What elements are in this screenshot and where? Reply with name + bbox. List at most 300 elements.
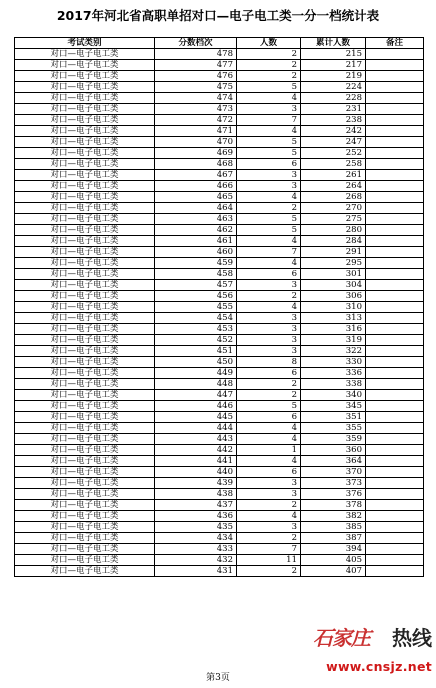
- cell-cumulative: 231: [301, 104, 366, 115]
- table-row: [15, 148, 424, 159]
- cell-remark: [366, 236, 424, 247]
- table-row: [15, 379, 424, 390]
- col-header-remark: 备注: [366, 38, 424, 49]
- table-row: [15, 566, 424, 577]
- cell-count: 5: [237, 214, 301, 225]
- cell-remark: [366, 203, 424, 214]
- cell-score: 476: [155, 71, 237, 82]
- cell-remark: [366, 423, 424, 434]
- cell-category: 对口—电子电工类: [15, 500, 155, 511]
- cell-score: 448: [155, 379, 237, 390]
- cell-cumulative: 345: [301, 401, 366, 412]
- cell-cumulative: 351: [301, 412, 366, 423]
- cell-cumulative: 322: [301, 346, 366, 357]
- cell-category: 对口—电子电工类: [15, 412, 155, 423]
- cell-remark: [366, 137, 424, 148]
- cell-score: 451: [155, 346, 237, 357]
- cell-count: 4: [237, 192, 301, 203]
- cell-cumulative: 355: [301, 423, 366, 434]
- table-row: [15, 511, 424, 522]
- cell-cumulative: 340: [301, 390, 366, 401]
- cell-category: 对口—电子电工类: [15, 368, 155, 379]
- score-table: [14, 37, 424, 577]
- cell-cumulative: 284: [301, 236, 366, 247]
- cell-cumulative: 405: [301, 555, 366, 566]
- table-row: [15, 137, 424, 148]
- cell-category: 对口—电子电工类: [15, 258, 155, 269]
- cell-category: 对口—电子电工类: [15, 467, 155, 478]
- cell-cumulative: 338: [301, 379, 366, 390]
- cell-count: 3: [237, 280, 301, 291]
- cell-cumulative: 319: [301, 335, 366, 346]
- cell-count: 2: [237, 49, 301, 60]
- cell-remark: [366, 280, 424, 291]
- cell-category: 对口—电子电工类: [15, 137, 155, 148]
- cell-category: 对口—电子电工类: [15, 445, 155, 456]
- cell-score: 457: [155, 280, 237, 291]
- cell-category: 对口—电子电工类: [15, 291, 155, 302]
- cell-remark: [366, 181, 424, 192]
- cell-count: 4: [237, 302, 301, 313]
- cell-cumulative: 310: [301, 302, 366, 313]
- cell-score: 453: [155, 324, 237, 335]
- cell-category: 对口—电子电工类: [15, 357, 155, 368]
- cell-count: 5: [237, 137, 301, 148]
- cell-category: 对口—电子电工类: [15, 390, 155, 401]
- cell-category: 对口—电子电工类: [15, 434, 155, 445]
- cell-remark: [366, 104, 424, 115]
- table-row: [15, 555, 424, 566]
- cell-count: 1: [237, 445, 301, 456]
- cell-cumulative: 242: [301, 126, 366, 137]
- cell-remark: [366, 379, 424, 390]
- cell-score: 459: [155, 258, 237, 269]
- cell-cumulative: 373: [301, 478, 366, 489]
- cell-score: 436: [155, 511, 237, 522]
- col-header-count: 人数: [237, 38, 301, 49]
- table-row: [15, 346, 424, 357]
- col-header-category: 考试类别: [15, 38, 155, 49]
- cell-remark: [366, 71, 424, 82]
- table-row: [15, 368, 424, 379]
- cell-category: 对口—电子电工类: [15, 544, 155, 555]
- table-header-row: [15, 38, 424, 49]
- cell-score: 452: [155, 335, 237, 346]
- cell-score: 472: [155, 115, 237, 126]
- cell-score: 461: [155, 236, 237, 247]
- cell-score: 464: [155, 203, 237, 214]
- cell-score: 470: [155, 137, 237, 148]
- cell-score: 440: [155, 467, 237, 478]
- cell-remark: [366, 170, 424, 181]
- cell-score: 474: [155, 93, 237, 104]
- cell-remark: [366, 357, 424, 368]
- cell-count: 3: [237, 170, 301, 181]
- cell-category: 对口—电子电工类: [15, 379, 155, 390]
- cell-remark: [366, 500, 424, 511]
- cell-count: 4: [237, 93, 301, 104]
- cell-count: 3: [237, 346, 301, 357]
- cell-cumulative: 359: [301, 434, 366, 445]
- cell-count: 4: [237, 456, 301, 467]
- cell-remark: [366, 313, 424, 324]
- cell-count: 6: [237, 269, 301, 280]
- cell-score: 434: [155, 533, 237, 544]
- cell-category: 对口—电子电工类: [15, 324, 155, 335]
- cell-count: 3: [237, 104, 301, 115]
- cell-category: 对口—电子电工类: [15, 82, 155, 93]
- cell-category: 对口—电子电工类: [15, 225, 155, 236]
- cell-remark: [366, 192, 424, 203]
- cell-remark: [366, 368, 424, 379]
- cell-category: 对口—电子电工类: [15, 280, 155, 291]
- cell-cumulative: 261: [301, 170, 366, 181]
- cell-category: 对口—电子电工类: [15, 214, 155, 225]
- cell-cumulative: 238: [301, 115, 366, 126]
- cell-category: 对口—电子电工类: [15, 456, 155, 467]
- cell-remark: [366, 544, 424, 555]
- cell-cumulative: 301: [301, 269, 366, 280]
- cell-category: 对口—电子电工类: [15, 401, 155, 412]
- cell-category: 对口—电子电工类: [15, 236, 155, 247]
- table-row: [15, 159, 424, 170]
- cell-cumulative: 224: [301, 82, 366, 93]
- cell-count: 2: [237, 203, 301, 214]
- table-row: [15, 280, 424, 291]
- table-row: [15, 533, 424, 544]
- cell-score: 454: [155, 313, 237, 324]
- cell-remark: [366, 566, 424, 577]
- cell-cumulative: 316: [301, 324, 366, 335]
- cell-score: 462: [155, 225, 237, 236]
- cell-score: 460: [155, 247, 237, 258]
- table-row: [15, 500, 424, 511]
- cell-category: 对口—电子电工类: [15, 423, 155, 434]
- table-row: [15, 357, 424, 368]
- table-row: [15, 214, 424, 225]
- cell-category: 对口—电子电工类: [15, 93, 155, 104]
- cell-cumulative: 376: [301, 489, 366, 500]
- cell-cumulative: 252: [301, 148, 366, 159]
- cell-score: 468: [155, 159, 237, 170]
- cell-score: 442: [155, 445, 237, 456]
- cell-remark: [366, 302, 424, 313]
- cell-remark: [366, 148, 424, 159]
- table-row: [15, 302, 424, 313]
- cell-category: 对口—电子电工类: [15, 302, 155, 313]
- cell-cumulative: 306: [301, 291, 366, 302]
- cell-cumulative: 370: [301, 467, 366, 478]
- cell-cumulative: 313: [301, 313, 366, 324]
- cell-category: 对口—电子电工类: [15, 335, 155, 346]
- cell-category: 对口—电子电工类: [15, 511, 155, 522]
- cell-category: 对口—电子电工类: [15, 49, 155, 60]
- table-row: [15, 236, 424, 247]
- cell-score: 432: [155, 555, 237, 566]
- watermark-script-text: 石家庄: [313, 626, 370, 650]
- table-row: [15, 71, 424, 82]
- cell-category: 对口—电子电工类: [15, 313, 155, 324]
- table-row: [15, 104, 424, 115]
- cell-score: 455: [155, 302, 237, 313]
- cell-cumulative: 291: [301, 247, 366, 258]
- cell-score: 446: [155, 401, 237, 412]
- cell-cumulative: 215: [301, 49, 366, 60]
- cell-cumulative: 394: [301, 544, 366, 555]
- cell-score: 449: [155, 368, 237, 379]
- cell-remark: [366, 511, 424, 522]
- cell-count: 11: [237, 555, 301, 566]
- table-row: [15, 60, 424, 71]
- cell-count: 8: [237, 357, 301, 368]
- table-row: [15, 181, 424, 192]
- cell-count: 6: [237, 412, 301, 423]
- cell-category: 对口—电子电工类: [15, 489, 155, 500]
- page-number: 第3页: [206, 673, 230, 683]
- table-row: [15, 401, 424, 412]
- table-row: [15, 269, 424, 280]
- cell-category: 对口—电子电工类: [15, 522, 155, 533]
- cell-score: 433: [155, 544, 237, 555]
- cell-count: 5: [237, 401, 301, 412]
- cell-cumulative: 330: [301, 357, 366, 368]
- cell-category: 对口—电子电工类: [15, 269, 155, 280]
- cell-category: 对口—电子电工类: [15, 478, 155, 489]
- cell-cumulative: 228: [301, 93, 366, 104]
- cell-cumulative: 275: [301, 214, 366, 225]
- cell-category: 对口—电子电工类: [15, 126, 155, 137]
- cell-count: 4: [237, 511, 301, 522]
- cell-score: 450: [155, 357, 237, 368]
- cell-cumulative: 258: [301, 159, 366, 170]
- cell-cumulative: 280: [301, 225, 366, 236]
- cell-score: 444: [155, 423, 237, 434]
- watermark-logo: [282, 624, 432, 684]
- table-row: [15, 225, 424, 236]
- cell-count: 3: [237, 324, 301, 335]
- table-row: [15, 126, 424, 137]
- cell-category: 对口—电子电工类: [15, 159, 155, 170]
- cell-category: 对口—电子电工类: [15, 203, 155, 214]
- cell-cumulative: 247: [301, 137, 366, 148]
- cell-category: 对口—电子电工类: [15, 346, 155, 357]
- cell-cumulative: 264: [301, 181, 366, 192]
- cell-count: 7: [237, 247, 301, 258]
- cell-remark: [366, 478, 424, 489]
- cell-remark: [366, 434, 424, 445]
- cell-remark: [366, 335, 424, 346]
- cell-category: 对口—电子电工类: [15, 192, 155, 203]
- cell-remark: [366, 247, 424, 258]
- cell-score: 458: [155, 269, 237, 280]
- cell-score: 435: [155, 522, 237, 533]
- col-header-cumulative: 累计人数: [301, 38, 366, 49]
- cell-score: 467: [155, 170, 237, 181]
- cell-count: 5: [237, 148, 301, 159]
- cell-category: 对口—电子电工类: [15, 71, 155, 82]
- cell-category: 对口—电子电工类: [15, 181, 155, 192]
- col-header-score: 分数档次: [155, 38, 237, 49]
- cell-count: 2: [237, 291, 301, 302]
- cell-category: 对口—电子电工类: [15, 104, 155, 115]
- cell-remark: [366, 522, 424, 533]
- cell-count: 2: [237, 533, 301, 544]
- cell-count: 2: [237, 390, 301, 401]
- table-row: [15, 313, 424, 324]
- cell-remark: [366, 291, 424, 302]
- cell-score: 478: [155, 49, 237, 60]
- cell-remark: [366, 269, 424, 280]
- table-row: [15, 49, 424, 60]
- cell-count: 3: [237, 478, 301, 489]
- cell-category: 对口—电子电工类: [15, 247, 155, 258]
- table-row: [15, 258, 424, 269]
- cell-cumulative: 219: [301, 71, 366, 82]
- cell-score: 465: [155, 192, 237, 203]
- table-row: [15, 247, 424, 258]
- cell-cumulative: 407: [301, 566, 366, 577]
- cell-score: 439: [155, 478, 237, 489]
- cell-remark: [366, 390, 424, 401]
- table-row: [15, 456, 424, 467]
- table-row: [15, 170, 424, 181]
- cell-count: 6: [237, 159, 301, 170]
- cell-count: 7: [237, 115, 301, 126]
- cell-count: 4: [237, 423, 301, 434]
- cell-category: 对口—电子电工类: [15, 148, 155, 159]
- cell-score: 431: [155, 566, 237, 577]
- cell-count: 4: [237, 434, 301, 445]
- cell-category: 对口—电子电工类: [15, 566, 155, 577]
- cell-score: 466: [155, 181, 237, 192]
- table-row: [15, 82, 424, 93]
- table-row: [15, 522, 424, 533]
- cell-remark: [366, 456, 424, 467]
- cell-remark: [366, 445, 424, 456]
- watermark-url: www.cnsjz.net: [326, 659, 432, 674]
- cell-count: 6: [237, 368, 301, 379]
- table-row: [15, 423, 424, 434]
- table-row: [15, 324, 424, 335]
- cell-remark: [366, 126, 424, 137]
- cell-category: 对口—电子电工类: [15, 555, 155, 566]
- cell-remark: [366, 346, 424, 357]
- table-row: [15, 544, 424, 555]
- table-row: [15, 412, 424, 423]
- cell-category: 对口—电子电工类: [15, 170, 155, 181]
- cell-remark: [366, 214, 424, 225]
- cell-remark: [366, 49, 424, 60]
- cell-score: 471: [155, 126, 237, 137]
- cell-score: 469: [155, 148, 237, 159]
- cell-score: 443: [155, 434, 237, 445]
- cell-count: 3: [237, 522, 301, 533]
- cell-score: 447: [155, 390, 237, 401]
- table-row: [15, 434, 424, 445]
- cell-count: 3: [237, 181, 301, 192]
- cell-category: 对口—电子电工类: [15, 60, 155, 71]
- cell-count: 2: [237, 379, 301, 390]
- cell-remark: [366, 115, 424, 126]
- table-body: [15, 49, 424, 577]
- table-row: [15, 203, 424, 214]
- cell-score: 441: [155, 456, 237, 467]
- cell-remark: [366, 82, 424, 93]
- watermark-brand-text: 热线: [392, 626, 432, 650]
- cell-score: 445: [155, 412, 237, 423]
- cell-count: 7: [237, 544, 301, 555]
- cell-cumulative: 217: [301, 60, 366, 71]
- table-row: [15, 93, 424, 104]
- cell-remark: [366, 555, 424, 566]
- table-row: [15, 291, 424, 302]
- cell-cumulative: 304: [301, 280, 366, 291]
- cell-count: 2: [237, 500, 301, 511]
- cell-count: 2: [237, 71, 301, 82]
- cell-count: 2: [237, 60, 301, 71]
- cell-score: 473: [155, 104, 237, 115]
- cell-count: 5: [237, 82, 301, 93]
- cell-cumulative: 336: [301, 368, 366, 379]
- cell-cumulative: 268: [301, 192, 366, 203]
- cell-score: 477: [155, 60, 237, 71]
- cell-remark: [366, 489, 424, 500]
- cell-count: 4: [237, 126, 301, 137]
- cell-cumulative: 385: [301, 522, 366, 533]
- page-title: 2017年河北省高职单招对口—电子电工类一分一档统计表: [56, 8, 380, 23]
- cell-count: 6: [237, 467, 301, 478]
- cell-score: 456: [155, 291, 237, 302]
- table-row: [15, 467, 424, 478]
- table-row: [15, 390, 424, 401]
- cell-remark: [366, 324, 424, 335]
- cell-cumulative: 364: [301, 456, 366, 467]
- table-row: [15, 478, 424, 489]
- cell-cumulative: 360: [301, 445, 366, 456]
- cell-cumulative: 387: [301, 533, 366, 544]
- cell-cumulative: 378: [301, 500, 366, 511]
- cell-score: 438: [155, 489, 237, 500]
- cell-remark: [366, 258, 424, 269]
- cell-count: 3: [237, 313, 301, 324]
- cell-cumulative: 382: [301, 511, 366, 522]
- cell-count: 4: [237, 258, 301, 269]
- cell-remark: [366, 93, 424, 104]
- cell-count: 4: [237, 236, 301, 247]
- cell-remark: [366, 225, 424, 236]
- cell-remark: [366, 159, 424, 170]
- table-row: [15, 335, 424, 346]
- cell-score: 475: [155, 82, 237, 93]
- cell-remark: [366, 60, 424, 71]
- cell-category: 对口—电子电工类: [15, 533, 155, 544]
- table-row: [15, 115, 424, 126]
- cell-cumulative: 270: [301, 203, 366, 214]
- cell-category: 对口—电子电工类: [15, 115, 155, 126]
- cell-remark: [366, 467, 424, 478]
- cell-remark: [366, 401, 424, 412]
- cell-count: 3: [237, 335, 301, 346]
- cell-score: 463: [155, 214, 237, 225]
- table-row: [15, 445, 424, 456]
- table-row: [15, 192, 424, 203]
- cell-remark: [366, 533, 424, 544]
- table-row: [15, 489, 424, 500]
- cell-remark: [366, 412, 424, 423]
- cell-cumulative: 295: [301, 258, 366, 269]
- cell-count: 2: [237, 566, 301, 577]
- cell-count: 5: [237, 225, 301, 236]
